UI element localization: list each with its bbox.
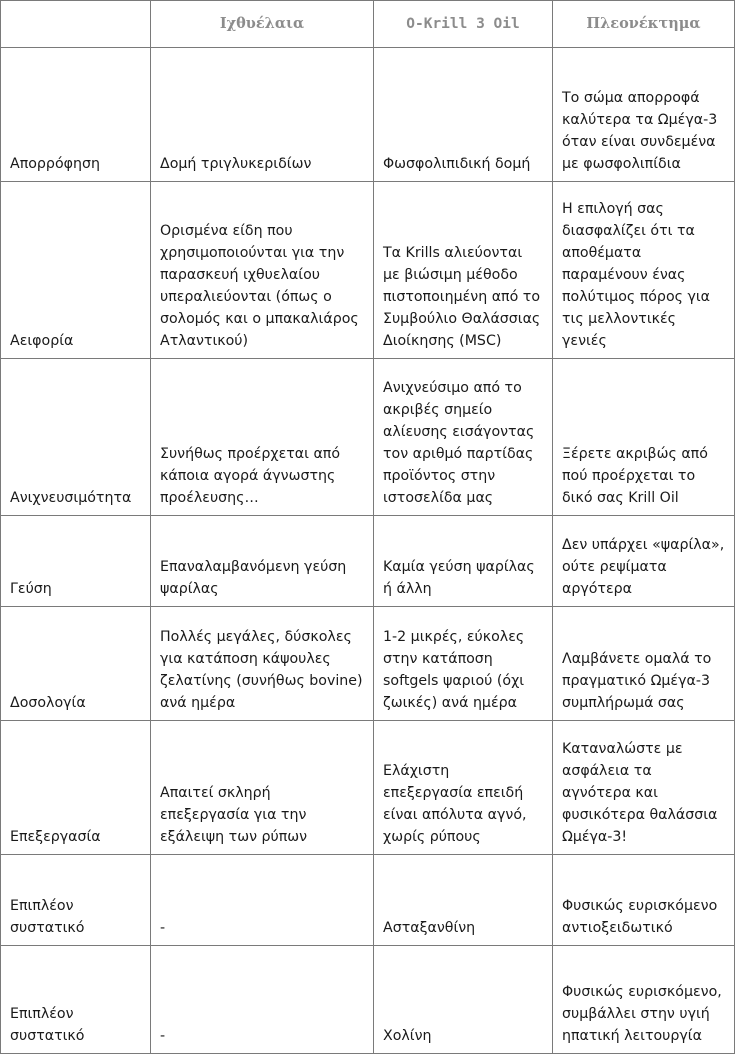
header-advantage: Πλεονέκτημα — [553, 1, 735, 48]
fish-oil-cell: Απαιτεί σκληρή επεξεργασία για την εξάλειψη των ρύπων — [151, 721, 374, 855]
krill-oil-cell: Ανιχνεύσιμο από το ακριβές σημείο αλίευσης εισάγοντας τον αριθμό παρτίδας προϊόντος στην ιστοσελίδα μας — [374, 359, 553, 516]
fish-oil-cell: Συνήθως προέρχεται από κάποια αγορά άγνωστης προέλευσης… — [151, 359, 374, 516]
krill-oil-cell: Φωσφολιπιδική δομή — [374, 48, 553, 182]
row-label: Απορρόφηση — [1, 48, 151, 182]
table-row — [1, 855, 735, 946]
table-row — [1, 721, 735, 855]
fish-oil-cell: - — [151, 946, 374, 1054]
advantage-cell: Η επιλογή σας διασφαλίζει ότι τα αποθέματα παραμένουν ένας πολύτιμος πόρος για τις μελλοντικές γενιές — [553, 182, 735, 359]
fish-oil-cell: Δομή τριγλυκεριδίων — [151, 48, 374, 182]
header-fish-oil: Ιχθυέλαια — [151, 1, 374, 48]
header-corner-cell — [1, 1, 151, 48]
fish-oil-cell: Επαναλαμβανόμενη γεύση ψαρίλας — [151, 516, 374, 607]
table-row — [1, 607, 735, 721]
advantage-cell: Καταναλώστε με ασφάλεια τα αγνότερα και φυσικότερα θαλάσσια Ωμέγα-3! — [553, 721, 735, 855]
advantage-cell: Φυσικώς ευρισκόμενο αντιοξειδωτικό — [553, 855, 735, 946]
advantage-cell: Ξέρετε ακριβώς από πού προέρχεται το δικό σας Krill Oil — [553, 359, 735, 516]
row-label: Αειφορία — [1, 182, 151, 359]
row-label: Γεύση — [1, 516, 151, 607]
row-label: Δοσολογία — [1, 607, 151, 721]
table-row — [1, 48, 735, 182]
krill-oil-cell: Καμία γεύση ψαρίλας ή άλλη — [374, 516, 553, 607]
table-row — [1, 516, 735, 607]
krill-oil-cell: Ελάχιστη επεξεργασία επειδή είναι απόλυτα αγνό, χωρίς ρύπους — [374, 721, 553, 855]
row-label: Επιπλέον συστατικό — [1, 855, 151, 946]
header-row — [1, 1, 735, 48]
fish-oil-cell: Ορισμένα είδη που χρησιμοποιούνται για την παρασκευή ιχθυελαίου υπεραλιεύονται (όπως ο σολομός και ο μπακαλιάρος Ατλαντικού) — [151, 182, 374, 359]
table-row — [1, 182, 735, 359]
fish-oil-cell: Πολλές μεγάλες, δύσκολες για κατάποση κάψουλες ζελατίνης (συνήθως bovine) ανά ημέρα — [151, 607, 374, 721]
advantage-cell: Δεν υπάρχει «ψαρίλα», ούτε ρεψίματα αργότερα — [553, 516, 735, 607]
row-label: Επεξεργασία — [1, 721, 151, 855]
krill-oil-cell: Τα Krills αλιεύονται με βιώσιμη μέθοδο πιστοποιημένη από το Συμβούλιο Θαλάσσιας Διοίκησης (MSC) — [374, 182, 553, 359]
table-row — [1, 359, 735, 516]
table-row — [1, 946, 735, 1054]
krill-oil-cell: 1-2 μικρές, εύκολες στην κατάποση softgels ψαριού (όχι ζωικές) ανά ημέρα — [374, 607, 553, 721]
advantage-cell: Το σώμα απορροφά καλύτερα τα Ωμέγα-3 όταν είναι συνδεμένα με φωσφολιπίδια — [553, 48, 735, 182]
row-label: Ανιχνευσιμότητα — [1, 359, 151, 516]
header-krill-oil: O-Krill 3 Oil — [374, 1, 553, 48]
krill-oil-cell: Χολίνη — [374, 946, 553, 1054]
advantage-cell: Λαμβάνετε ομαλά το πραγματικό Ωμέγα-3 συμπλήρωμά σας — [553, 607, 735, 721]
row-label: Επιπλέον συστατικό — [1, 946, 151, 1054]
advantage-cell: Φυσικώς ευρισκόμενο, συμβάλλει στην υγιή ηπατική λειτουργία — [553, 946, 735, 1054]
krill-oil-cell: Ασταξανθίνη — [374, 855, 553, 946]
fish-oil-cell: - — [151, 855, 374, 946]
